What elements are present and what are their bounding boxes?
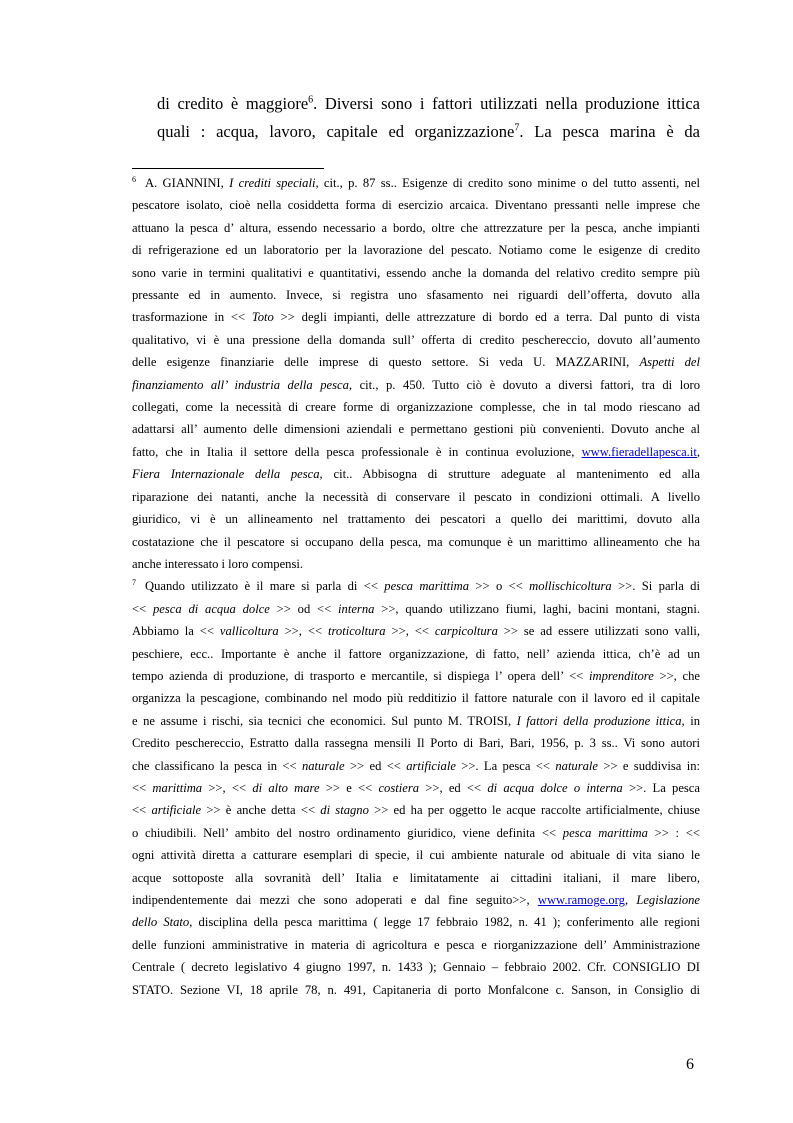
footnote-7-line: indipendentemente dai mezzi che sono adoperati e dal fine seguito>>, www.ramoge.org, Legislazione [132, 893, 700, 907]
footnote-ref-7[interactable]: 7 [514, 122, 520, 134]
footnote-7-line: acque sottoposte alla sovranità dell’ Italia e limitatamente ai cittadini italiani, il mare libero, [132, 870, 700, 885]
footnote-7-line: $^7$ Quando utilizzato è il mare si parla di << pesca marittima >> o << mollischicoltura >>. Si parla di [132, 578, 700, 594]
footnote-6-line: sono varie in termini qualitativi e quantitativi, essendo anche la domanda del relativo credito sempre più [132, 265, 700, 280]
footnote-7-line: che classificano la pesca in << naturale >> ed << artificiale >>. La pesca << naturale >> e suddivisa in: [132, 758, 700, 773]
footnote-6-line: collegati, come la necessità di creare forme di organizzazione complesse, che in tal modo riescano ad [132, 400, 700, 415]
footnote-7-line: Credito peschereccio, Estratto dalla rassegna mensili Il Porto di Bari, Bari, 1956, p. 3 ss.. Vi sono autori [132, 736, 700, 751]
footnote-6-line: $^6$ A. GIANNINI, I crediti speciali, cit., p. 87 ss.. Esigenze di credito sono minime o del tutto assenti, nel [132, 174, 700, 190]
footnote-7-line: delle funzioni amministrative in materia di agricoltura e pesca e riorganizzazione dell’ Amministrazione [132, 937, 700, 952]
footnote-7-line: dello Stato, disciplina della pesca marittima ( legge 17 febbraio 1982, n. 41 ); conferimento alle regioni [132, 915, 700, 930]
footnote-ref-6[interactable]: 6 [308, 94, 314, 106]
footnote-7-line: STATO. Sezione VI, 18 aprile 78, n. 491, Capitaneria di porto Monfalcone c. Sanson, in Consiglio di [132, 982, 700, 997]
footnote-7-line: ogni attività diretta a catturare esemplari di specie, il cui ambiente naturale od abituale di vita siano le [132, 848, 700, 863]
footnote-6-line: pescatore isolato, cioè nella cosiddetta forma di esercizio arcaica. Diventano pressanti nelle imprese che [132, 198, 700, 213]
footnote-6-line: Fiera Internazionale della pesca, cit.. Abbisogna di strutture adeguate al mantenimento ed alla [132, 467, 700, 482]
footnote-7-line: tempo azienda di produzione, di trasporto e mercantile, si dispiega l’ opera dell’ << imprenditore >>, che [132, 668, 700, 683]
footnote-7-line: o chiudibili. Nell’ ambito del nostro ordinamento giuridico, viene definita << pesca marittima >> : << [132, 825, 700, 840]
footnote-6-mark: 6 [132, 174, 136, 184]
link-fieradellapesca[interactable]: www.fieradellapesca.it [581, 444, 697, 459]
body-line: di credito è maggiore$^6$. Diversi sono i fattori utilizzati nella produzione ittica [157, 94, 700, 113]
footnote-7-line: << pesca di acqua dolce >> od << interna >>, quando utilizzano fiumi, laghi, bacini montani, stagni. [132, 601, 700, 616]
footnote-6-line: riparazione dei natanti, anche la necessità di conservare il pescato in condizioni ottimali. A livello [132, 489, 700, 504]
footnote-6-line: adattarsi all’ aumento delle dimensioni aziendali e permettano gestioni più convenienti. Dovuto anche al [132, 422, 700, 437]
footnote-6-line: anche interessato i loro compensi. [132, 556, 304, 571]
footnote-7-line: << marittima >>, << di alto mare >> e << costiera >>, ed << di acqua dolce o interna >>. La pesca [132, 780, 700, 795]
footnote-7-line: organizza la pescagione, combinando nel modo più redditizio il fattore naturale con il lavoro ed il capitale [132, 691, 700, 706]
footnote-6-line: costatazione che il pescatore si occupano della pesca, ma comunque è un marittimo allineamento che ha [132, 534, 700, 549]
footnote-7-line: e ne assume i rischi, sia tecnici che economici. Sul punto M. TROISI, I fattori della produzione ittica, in [132, 713, 700, 728]
link-ramoge[interactable]: www.ramoge.org [537, 893, 625, 907]
footnote-6-line: attuano la pesca d’ altura, essendo necessario a bordo, oltre che attrezzature per la pesca, anche impianti [132, 220, 700, 235]
footnote-separator [132, 168, 324, 169]
footnote-6-line: qualitativo, vi è una pressione della domanda sull’ offerta di credito peschereccio, dovuto all’aumento [132, 332, 700, 347]
footnotes [132, 172, 700, 1001]
body-paragraph [157, 90, 700, 146]
footnote-6-line: delle esigenze finanziarie delle imprese di questo settore. Si veda U. MAZZARINI, Aspetti del [132, 355, 700, 370]
footnote-6-line: trasformazione in << Toto >> degli impianti, delle attrezzature di bordo ed a terra. Dal punto di vista [132, 310, 700, 325]
footnote-6-line: pressante ed in aumento. Invece, si registra uno sfasamento nei riguardi dell’offerta, dovuto alla [132, 288, 700, 303]
footnote-6-line: di refrigerazione ed un laboratorio per la lavorazione del pescato. Notiamo come le esigenze di credito [132, 243, 700, 258]
footnote-7-mark: 7 [132, 578, 136, 588]
footnote-6-line: fatto, che in Italia il settore della pesca professionale è in continua evoluzione, www.fieradellapesca.it, [132, 444, 700, 459]
footnote-7-line: << artificiale >> è anche detta << di stagno >> ed ha per oggetto le acque raccolte artificialmente, chiuse [132, 803, 700, 818]
footnote-6-line: finanziamento all’ industria della pesca, cit., p. 450. Tutto ciò è dovuto a diversi fattori, tra di loro [132, 377, 700, 392]
footnote-6-line: giuridico, vi è un allineamento nel trattamento dei pescatori a quello dei marittimi, dovuto alla [132, 512, 700, 527]
footnote-7-line: peschiere, ecc.. Importante è anche il fattore organizzazione, di fatto, nell’ azienda ittica, ch’è ad un [132, 646, 700, 661]
body-line: quali : acqua, lavoro, capitale ed organizzazione$^7$. La pesca marina è da [157, 122, 700, 141]
footnote-7-line: Abbiamo la << vallicoltura >>, << troticoltura >>, << carpicoltura >> se ad essere utilizzati sono valli, [132, 624, 700, 639]
page-number: 6 [686, 1056, 694, 1073]
footnote-7-line: Centrale ( decreto legislativo 4 giugno 1997, n. 1433 ); Gennaio – febbraio 2002. Cfr. CONSIGLIO DI [132, 960, 700, 975]
